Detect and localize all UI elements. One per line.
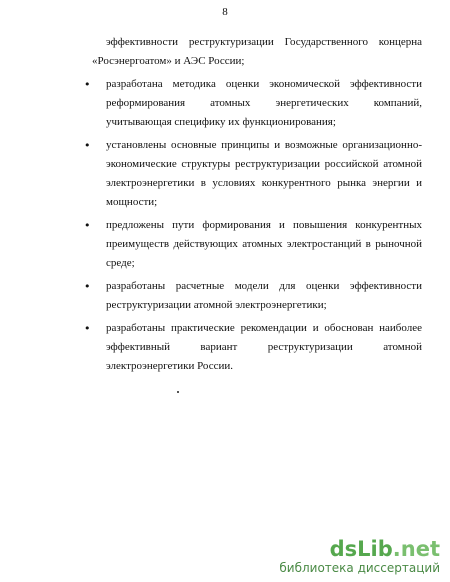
page-number: 8 [222,6,228,18]
bullet-icon: • [84,139,91,152]
list-item-text: предложены пути формирования и повышения конкурентных преимуществ действующих атомных электростанций в рыночной среде; [106,219,422,269]
list-item [84,319,422,376]
document-body [84,33,422,376]
list-item-text: разработаны расчетные модели для оценки эффективности реструктуризации атомной электроэнергетики; [106,280,422,311]
list-item [84,136,422,212]
list-item [84,277,422,315]
list-item-text: разработаны практические рекомендации и обоснован наиболее эффективный вариант реструктуризации атомной электроэнергетики России. [106,322,422,372]
list-item-text: установлены основные принципы и возможные организационно-экономические структуры реструктуризации российской атомной электроэнергетики в условиях конкурентного рынка энергии и мощности; [106,139,422,208]
bullet-icon: • [84,78,91,91]
lead-paragraph: эффективности реструктуризации Государственного концерна «Росэнергоатом» и АЭС России; [92,36,422,67]
list-item [84,75,422,132]
watermark-logo [279,537,440,561]
scan-speck [177,391,179,393]
watermark-logo-main: dsLib [329,537,393,561]
bullet-icon: • [84,322,91,335]
bullet-icon: • [84,280,91,293]
watermark-logo-suffix: .net [392,537,440,561]
watermark-tagline: библиотека диссертаций [279,561,440,575]
bullet-icon: • [84,219,91,232]
list-item [84,216,422,273]
watermark [279,537,440,576]
list-item-text: разработана методика оценки экономической эффективности реформирования атомных энергетических компаний, учитывающая специфику их функционирования; [106,78,422,128]
